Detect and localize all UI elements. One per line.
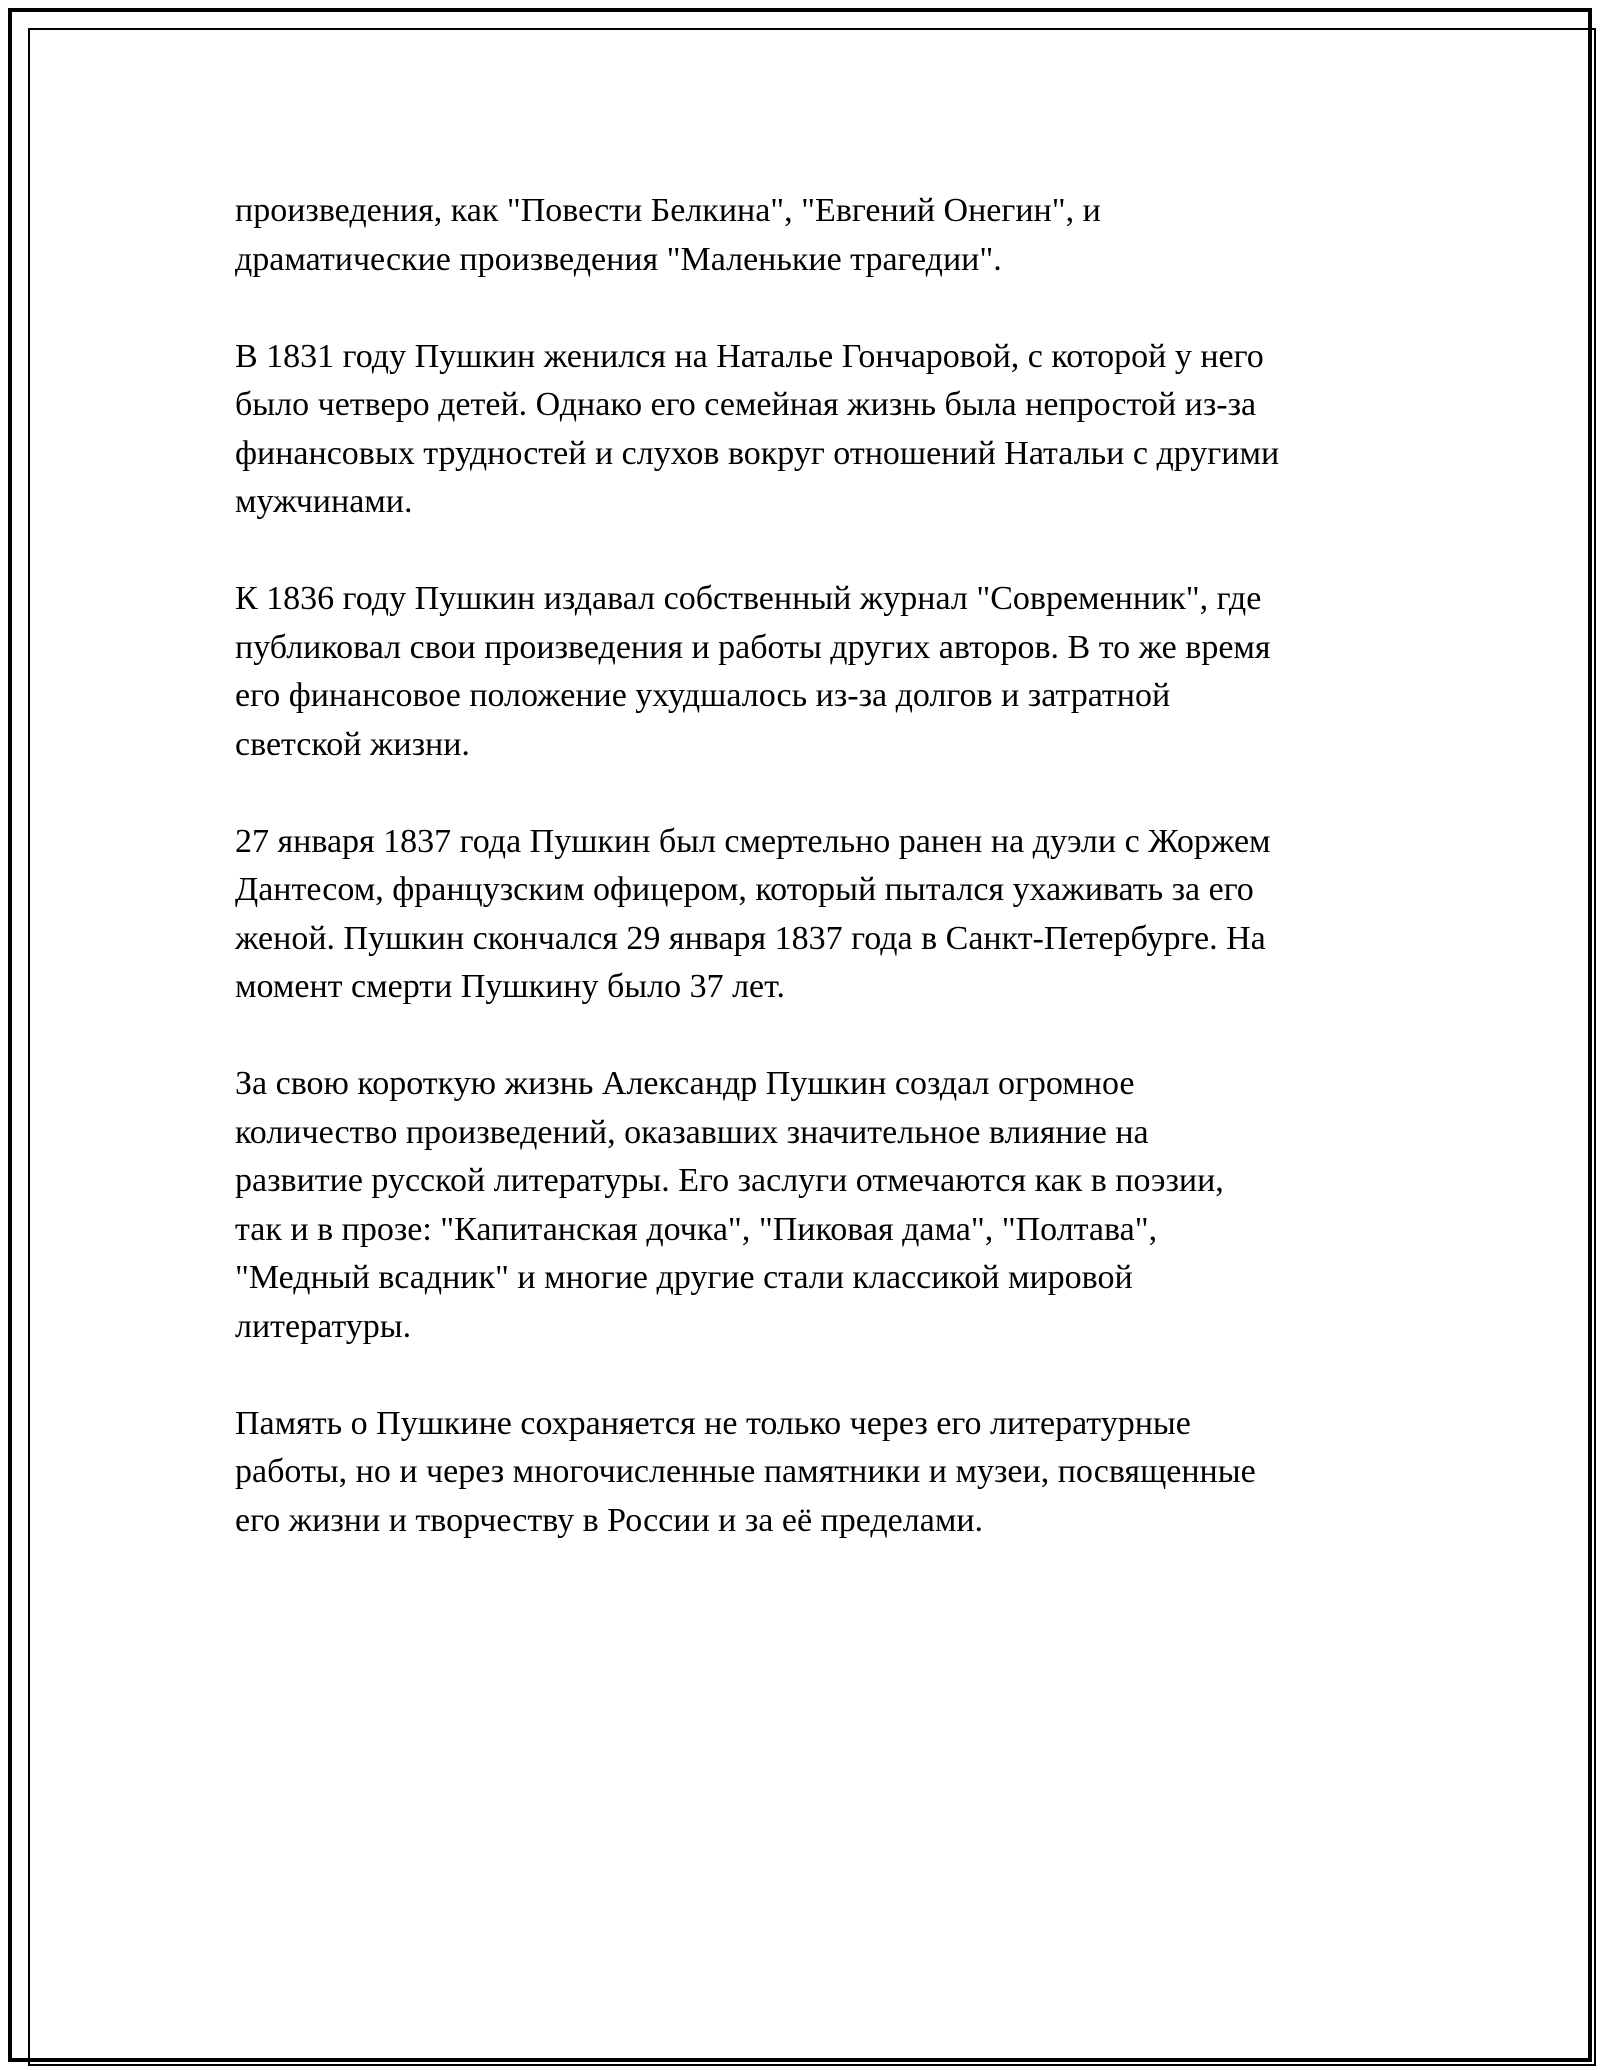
paragraph-marriage: В 1831 году Пушкин женился на Наталье Гончаровой, с которой у него было четверо детей. Однако его семейная жизнь была непростой из-за финансовых трудностей и слухов вокруг отношений Натальи с другими мужчинами. [235, 337, 1280, 520]
paragraph-duel: 27 января 1837 года Пушкин был смертельно ранен на дуэли с Жоржем Дантесом, французским офицером, который пытался ухаживать за его женой. Пушкин скончался 29 января 1837 года в Санкт-Петербурге. На момент смерти Пушкину было 37 лет. [235, 822, 1271, 1005]
paragraph-sovremennik: К 1836 году Пушкин издавал собственный журнал "Современник", где публиковал свои произведения и работы других авторов. В то же время его финансовое положение ухудшалось из-за долгов и затратной светской жизни. [235, 580, 1271, 763]
paragraph-legacy: За свою короткую жизнь Александр Пушкин создал огромное количество произведений, оказавших значительное влияние на развитие русской литературы. Его заслуги отмечаются как в поэзии, так и в прозе: "Капитанская дочка", "Пиковая дама", "Полтава", "Медный всадник" и многие другие стали классикой мировой литературы. [235, 1065, 1224, 1345]
paragraph-works: произведения, как "Повести Белкина", "Евгений Онегин", и драматические произведения "Маленькие трагедии". [235, 192, 1101, 278]
document-body [235, 187, 1395, 1594]
paragraph-memory: Память о Пушкине сохраняется не только через его литературные работы, но и через многочисленные памятники и музеи, посвященные его жизни и творчеству в России и за её пределами. [235, 1404, 1256, 1539]
